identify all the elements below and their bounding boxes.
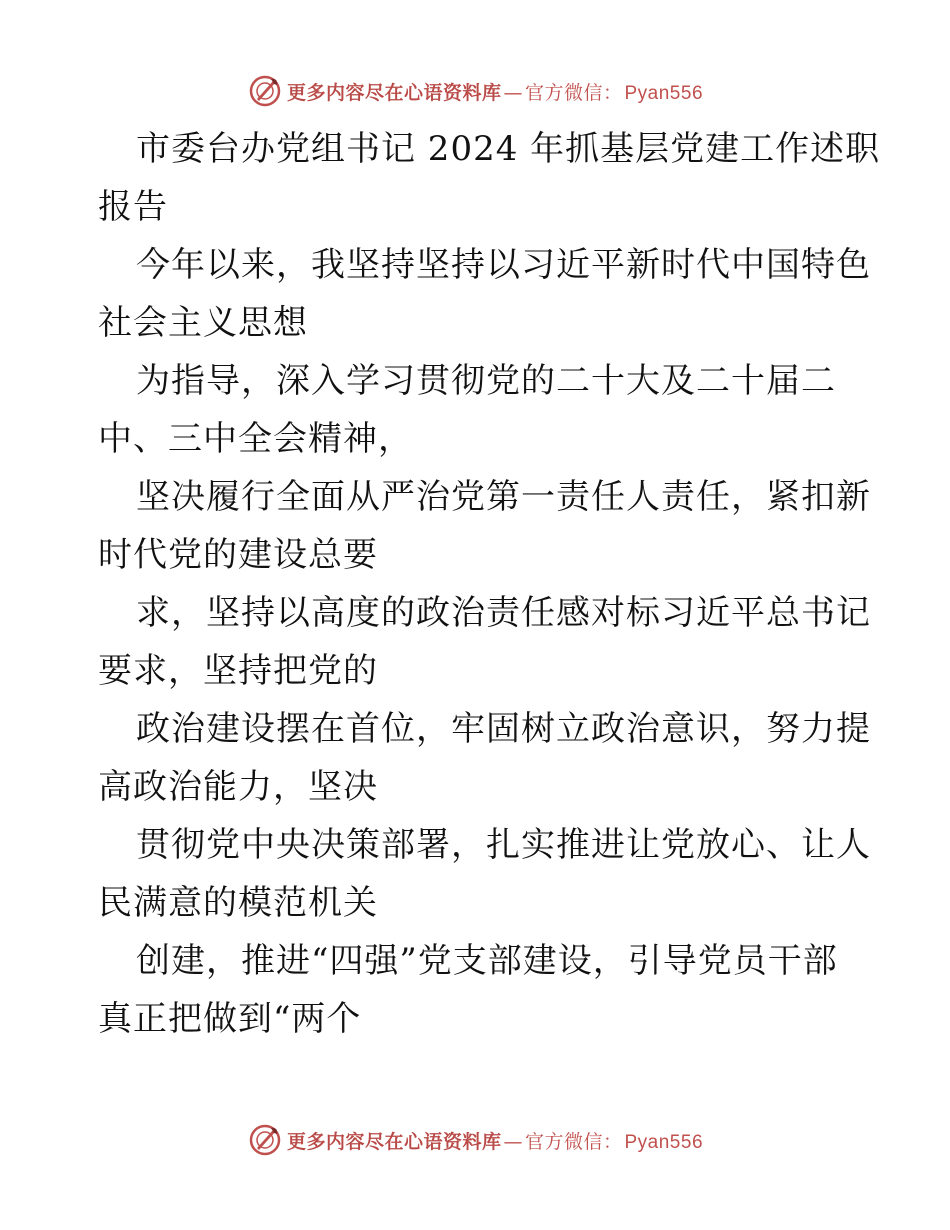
footer-banner [0, 1120, 950, 1160]
footer-banner-wechat-label: 官方微信： [524, 1130, 623, 1153]
header-banner [0, 71, 950, 111]
header-banner-text [287, 78, 703, 105]
document-line: 高政治能力，坚决 [98, 767, 378, 807]
document-line: 时代党的建设总要 [98, 535, 378, 575]
footer-banner-wechat-handle: Pyan556 [624, 1131, 704, 1153]
header-banner-wechat-label: 官方微信： [524, 81, 623, 104]
document-line: 真正把做到“两个 [98, 999, 362, 1039]
document-line: 要求，坚持把党的 [98, 651, 378, 691]
document-line: 中、三中全会精神， [98, 419, 413, 459]
quill-pen-logo-icon [247, 1122, 283, 1158]
document-line: 今年以来，我坚持坚持以习近平新时代中国特色 [136, 245, 871, 285]
document-line: 坚决履行全面从严治党第一责任人责任，紧扣新 [136, 477, 871, 517]
footer-banner-dash: — [503, 1130, 523, 1153]
header-banner-dash: — [503, 81, 523, 104]
document-line: 求，坚持以高度的政治责任感对标习近平总书记 [136, 593, 871, 633]
document-line: 政治建设摆在首位，牢固树立政治意识，努力提 [136, 709, 871, 749]
quill-pen-logo-icon [247, 73, 283, 109]
footer-banner-title: 更多内容尽在心语资料库 [286, 1130, 502, 1153]
document-line: 民满意的模范机关 [98, 883, 378, 923]
document-line: 社会主义思想 [98, 303, 308, 343]
header-banner-wechat-handle: Pyan556 [624, 82, 704, 104]
document-line: 为指导，深入学习贯彻党的二十大及二十届二 [136, 361, 836, 401]
document-line: 贯彻党中央决策部署，扎实推进让党放心、让人 [136, 825, 871, 865]
document-body [98, 120, 881, 1048]
document-line: 市委台办党组书记 2024 年抓基层党建工作述职 [136, 129, 881, 169]
header-banner-title: 更多内容尽在心语资料库 [286, 81, 502, 104]
document-line: 创建，推进“四强”党支部建设，引导党员干部 [136, 941, 838, 981]
document-line: 报告 [98, 187, 168, 227]
footer-banner-text [287, 1127, 703, 1154]
